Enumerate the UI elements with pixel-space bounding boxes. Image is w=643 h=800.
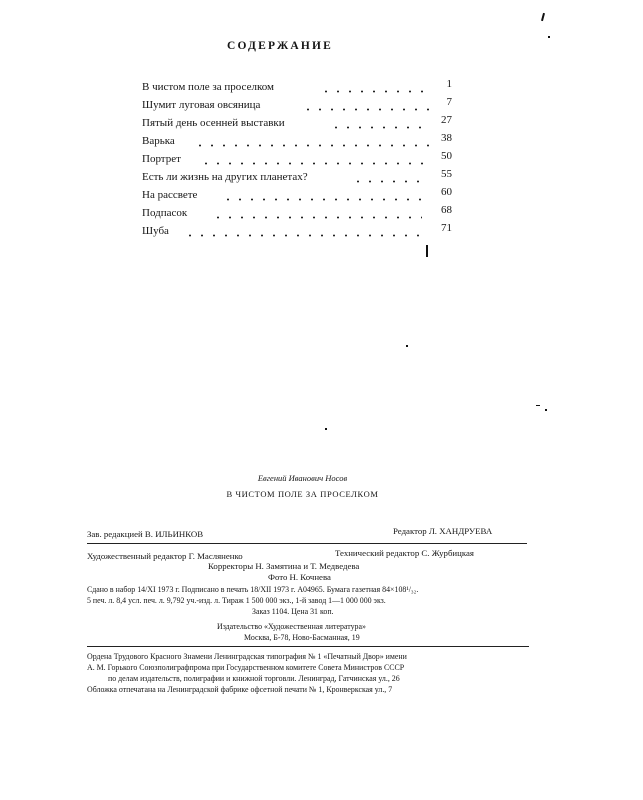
toc-entry: [142, 98, 452, 112]
tech-editor: Технический редактор С. Журбицкая: [335, 548, 474, 558]
toc-entry-title: В чистом поле за проселком: [142, 81, 274, 93]
divider-rule: [87, 646, 529, 647]
toc-entry: [142, 116, 452, 130]
photo-credit: Фото Н. Кочнева: [268, 572, 331, 582]
scan-speck: [406, 345, 408, 347]
printer-line-3: по делам издательств, полиграфии и книжной торговли. Ленинград, Гатчинская ул., 26: [108, 674, 400, 683]
print-details-2: 5 печ. л. 8,4 усл. печ. л. 9,792 уч.-изд. л. Тираж 1 500 000 экз., 1-й завод 1—1 000 000 экз.: [87, 596, 386, 605]
printer-line-2: А. М. Горького Союзполиграфпрома при Государственном комитете Совета Министров СССР: [87, 663, 405, 672]
toc-title: СОДЕРЖАНИЕ: [226, 40, 334, 52]
scan-speck: [325, 428, 327, 430]
toc-entry: [142, 170, 452, 184]
toc-entry-page: 68: [441, 204, 452, 216]
toc-entry: [142, 224, 452, 238]
toc-leader-dots: [352, 170, 422, 184]
publisher-address: Москва, Б-78, Ново-Басманная, 19: [244, 633, 360, 642]
toc-entry: [142, 152, 452, 166]
toc-entry-title: Варька: [142, 135, 175, 147]
publisher-name: Издательство «Художественная литература»: [217, 622, 366, 631]
book-title: В ЧИСТОМ ПОЛЕ ЗА ПРОСЕЛКОМ: [226, 489, 379, 499]
toc-entry-title: Шумит луговая овсяница: [142, 99, 261, 111]
print-details-1: Сдано в набор 14/XI 1973 г. Подписано в печать 18/XII 1973 г. А04965. Бумага газетная 84×108¹/₃₂.: [87, 585, 419, 594]
toc-leader-dots: [212, 206, 422, 220]
printer-line-1: Ордена Трудового Красного Знамени Ленинградская типография № 1 «Печатный Двор» имени: [87, 652, 407, 661]
toc-entry-title: На рассвете: [142, 189, 198, 201]
scan-speck: [426, 245, 428, 257]
printer-line-4: Обложка отпечатана на Ленинградской фабрике офсетной печати № 1, Кронверкская ул., 7: [87, 685, 393, 694]
toc-entry-title: Есть ли жизнь на других планетах?: [142, 171, 308, 183]
scan-speck: [541, 13, 545, 21]
toc-entry-title: Пятый день осенней выставки: [142, 117, 285, 129]
scan-speck: [536, 405, 540, 406]
toc-leader-dots: [184, 224, 420, 238]
toc-entry-page: 50: [441, 150, 452, 162]
toc-entry-title: Шуба: [142, 225, 169, 237]
toc-leader-dots: [222, 188, 422, 202]
toc-leader-dots: [302, 98, 432, 112]
toc-entry-page: 38: [441, 132, 452, 144]
editor: Редактор Л. ХАНДРУЕВА: [393, 526, 493, 536]
scan-speck: [548, 36, 550, 38]
toc-entry: [142, 206, 452, 220]
head-editor: Зав. редакцией В. ИЛЬИНКОВ: [87, 529, 204, 539]
toc-leader-dots: [200, 152, 428, 166]
art-editor: Художественный редактор Г. Масляненко: [87, 551, 243, 561]
toc-entry-page: 27: [441, 114, 452, 126]
toc-entry-page: 60: [441, 186, 452, 198]
toc-entry: [142, 80, 452, 94]
toc-entry-title: Подпасок: [142, 207, 188, 219]
divider-rule: [87, 543, 527, 544]
proofreaders: Корректоры Н. Замятина и Т. Медведева: [208, 561, 360, 571]
toc-entry-page: 7: [446, 96, 452, 108]
toc-entry: [142, 188, 452, 202]
scan-speck: [545, 409, 547, 411]
toc-entry-page: 55: [441, 168, 452, 180]
toc-entry-title: Портрет: [142, 153, 181, 165]
toc-leader-dots: [194, 134, 430, 148]
author-name: Евгений Иванович Носов: [257, 473, 348, 483]
print-details-3: Заказ 1104. Цена 31 коп.: [252, 607, 334, 616]
toc-leader-dots: [320, 80, 432, 94]
toc-entry-page: 71: [441, 222, 452, 234]
toc-entry-page: 1: [446, 78, 452, 90]
toc-entry: [142, 134, 452, 148]
toc-leader-dots: [330, 116, 426, 130]
